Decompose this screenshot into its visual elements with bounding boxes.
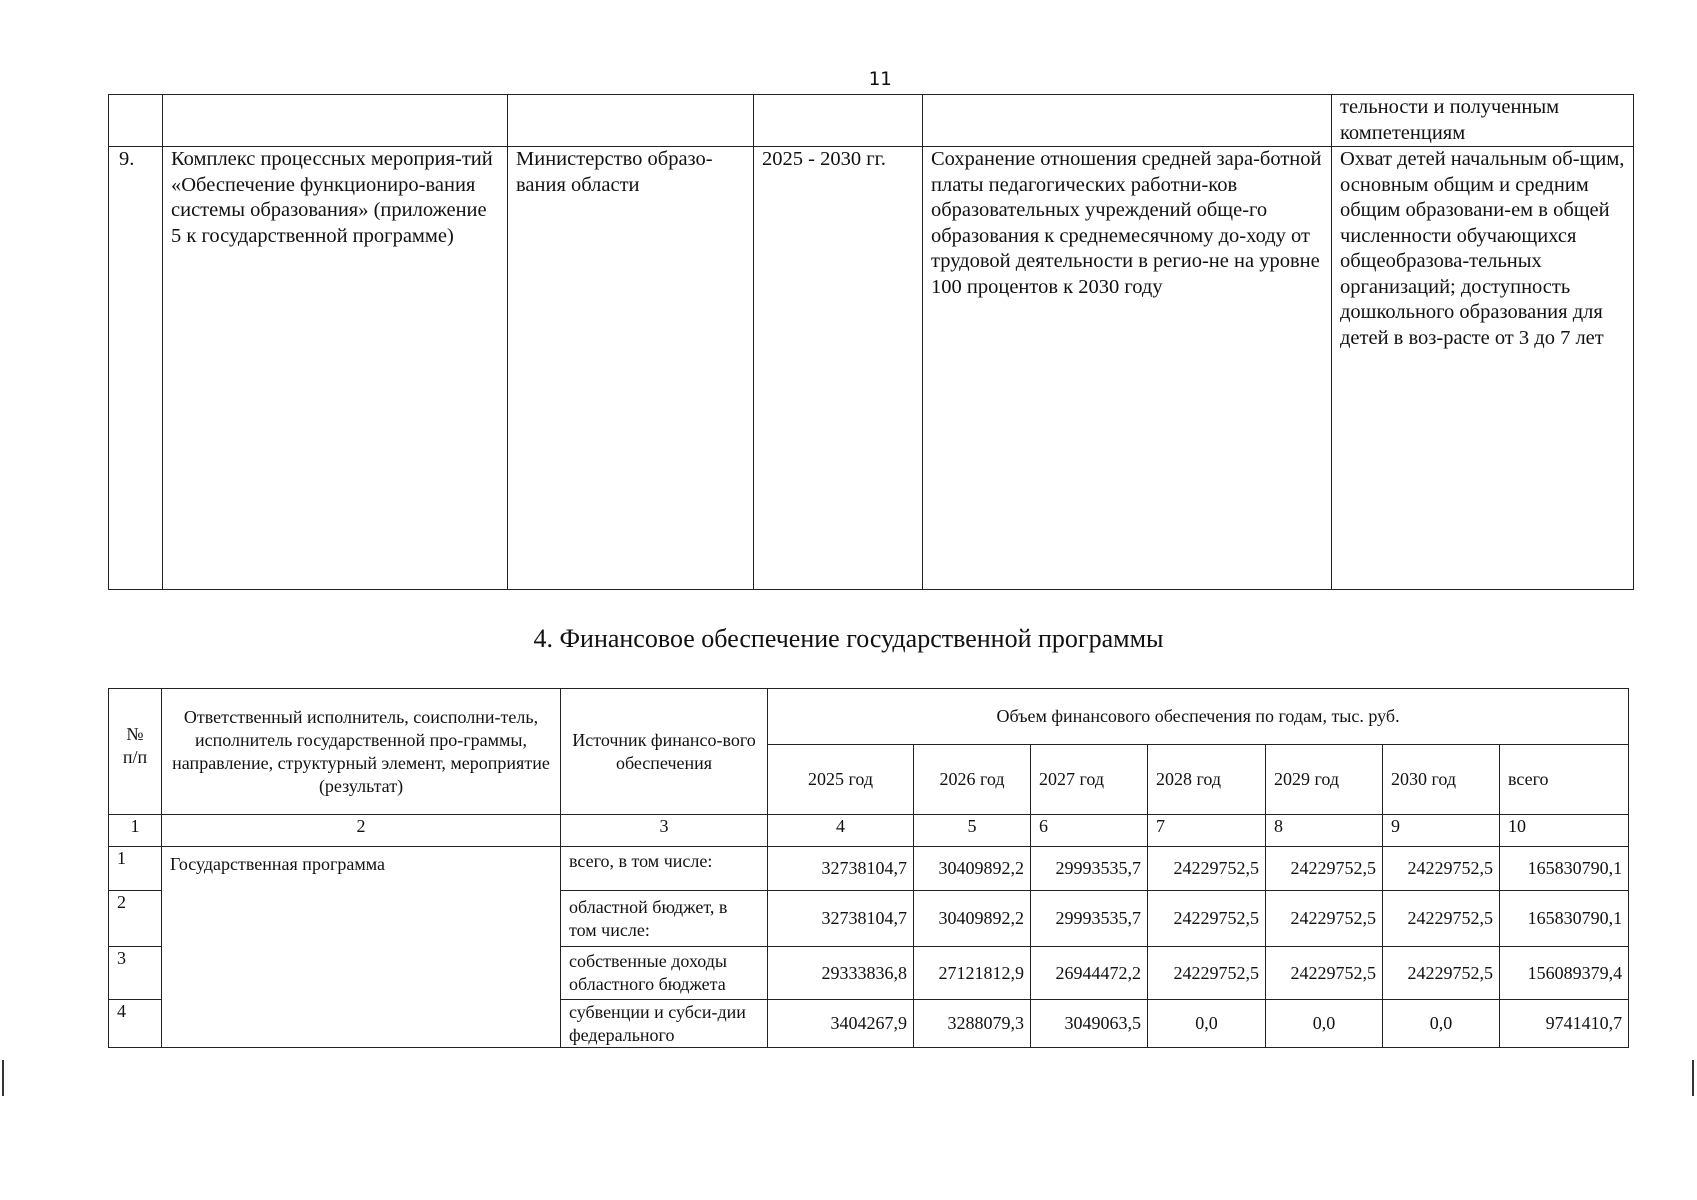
cell-tasks: Сохранение отношения средней зара-ботной платы педагогических работни-ков образовательных учреждений обще-го образования к среднемесячному до-ходу от трудовой деятельности в регио-не на уровне 100 процентов к 2030 году [923, 147, 1332, 590]
value-cell: 27121812,9 [914, 947, 1031, 1000]
value-cell: 26944472,2 [1031, 947, 1148, 1000]
value-cell: 29993535,7 [1031, 891, 1148, 947]
value-cell: 165830790,1 [1500, 891, 1629, 947]
row-number: 2 [109, 891, 162, 947]
col-number: 1 [109, 815, 162, 847]
col-number: 8 [1266, 815, 1383, 847]
value-cell: 30409892,2 [914, 891, 1031, 947]
value-cell: 0,0 [1383, 1000, 1500, 1048]
row-number: 1 [109, 847, 162, 891]
header-year-2027: 2027 год [1031, 745, 1148, 815]
table-row [109, 147, 1634, 590]
cell-empty [109, 95, 163, 147]
row-source: субвенции и субси-дии федерального [561, 1000, 768, 1048]
scan-edge-mark-right [1692, 1060, 1694, 1096]
col-number: 3 [561, 815, 768, 847]
col-number: 4 [768, 815, 914, 847]
col-number: 10 [1500, 815, 1629, 847]
column-numbers-row [109, 815, 1629, 847]
value-cell: 24229752,5 [1383, 947, 1500, 1000]
cell-empty [163, 95, 508, 147]
cell-indicators: Охват детей начальным об-щим, основным общим и средним общим образовани-ем в общей численности обучающихся общеобразова-тельных организаций; доступность дошкольного образования для детей в воз-расте от 3 до 7 лет [1332, 147, 1634, 590]
header-number: № п/п [109, 689, 162, 815]
value-cell: 0,0 [1148, 1000, 1266, 1048]
header-year-2028: 2028 год [1148, 745, 1266, 815]
value-cell: 32738104,7 [768, 891, 914, 947]
value-cell: 29333836,8 [768, 947, 914, 1000]
col-number: 9 [1383, 815, 1500, 847]
value-cell: 9741410,7 [1500, 1000, 1629, 1048]
cell-empty [508, 95, 754, 147]
col-number: 6 [1031, 815, 1148, 847]
page-number: 11 [868, 68, 892, 90]
value-cell: 24229752,5 [1148, 847, 1266, 891]
header-volume: Объем финансового обеспечения по годам, тыс. руб. [768, 689, 1629, 745]
value-cell: 3404267,9 [768, 1000, 914, 1048]
value-cell: 3288079,3 [914, 1000, 1031, 1048]
program-name: Государственная программа [162, 847, 561, 1048]
row-source: областной бюджет, в том числе: [561, 891, 768, 947]
header-executor: Ответственный исполнитель, соисполни-тель, исполнитель государственной про-граммы, направление, структурный элемент, мероприятие (результат) [162, 689, 561, 815]
value-cell: 156089379,4 [1500, 947, 1629, 1000]
program-structure-table [108, 94, 1634, 590]
value-cell: 3049063,5 [1031, 1000, 1148, 1048]
value-cell: 24229752,5 [1148, 947, 1266, 1000]
row-number: 4 [109, 1000, 162, 1048]
cell-empty [754, 95, 923, 147]
cell-structural-element: Комплекс процессных мероприя-тий «Обеспечение функциониро-вания системы образования» (приложение 5 к государственной программе) [163, 147, 508, 590]
header-year-2026: 2026 год [914, 745, 1031, 815]
header-year-2030: 2030 год [1383, 745, 1500, 815]
col-number: 5 [914, 815, 1031, 847]
value-cell: 24229752,5 [1148, 891, 1266, 947]
section-title: 4. Финансовое обеспечение государственной программы [533, 624, 1164, 653]
row-source: собственные доходы областного бюджета [561, 947, 768, 1000]
value-cell: 29993535,7 [1031, 847, 1148, 891]
header-year-2025: 2025 год [768, 745, 914, 815]
col-number: 2 [162, 815, 561, 847]
value-cell: 165830790,1 [1500, 847, 1629, 891]
value-cell: 24229752,5 [1266, 847, 1383, 891]
header-source: Источник финансо-вого обеспечения [561, 689, 768, 815]
table-row-continuation [109, 95, 1634, 147]
cell-period: 2025 - 2030 гг. [754, 147, 923, 590]
cell-row-number: 9. [109, 147, 163, 590]
header-total: всего [1500, 745, 1629, 815]
header-row [109, 689, 1629, 745]
value-cell: 32738104,7 [768, 847, 914, 891]
value-cell: 30409892,2 [914, 847, 1031, 891]
value-cell: 0,0 [1266, 1000, 1383, 1048]
table-row [109, 847, 1629, 891]
scan-edge-mark-left [2, 1060, 4, 1096]
financing-table [108, 688, 1629, 1048]
cell-indicators-fragment: тельности и полученным компетенциям [1332, 95, 1634, 147]
value-cell: 24229752,5 [1266, 947, 1383, 1000]
cell-responsible: Министерство образо-вания области [508, 147, 754, 590]
cell-empty [923, 95, 1332, 147]
row-number: 3 [109, 947, 162, 1000]
value-cell: 24229752,5 [1266, 891, 1383, 947]
value-cell: 24229752,5 [1383, 891, 1500, 947]
col-number: 7 [1148, 815, 1266, 847]
header-year-2029: 2029 год [1266, 745, 1383, 815]
value-cell: 24229752,5 [1383, 847, 1500, 891]
row-source: всего, в том числе: [561, 847, 768, 891]
